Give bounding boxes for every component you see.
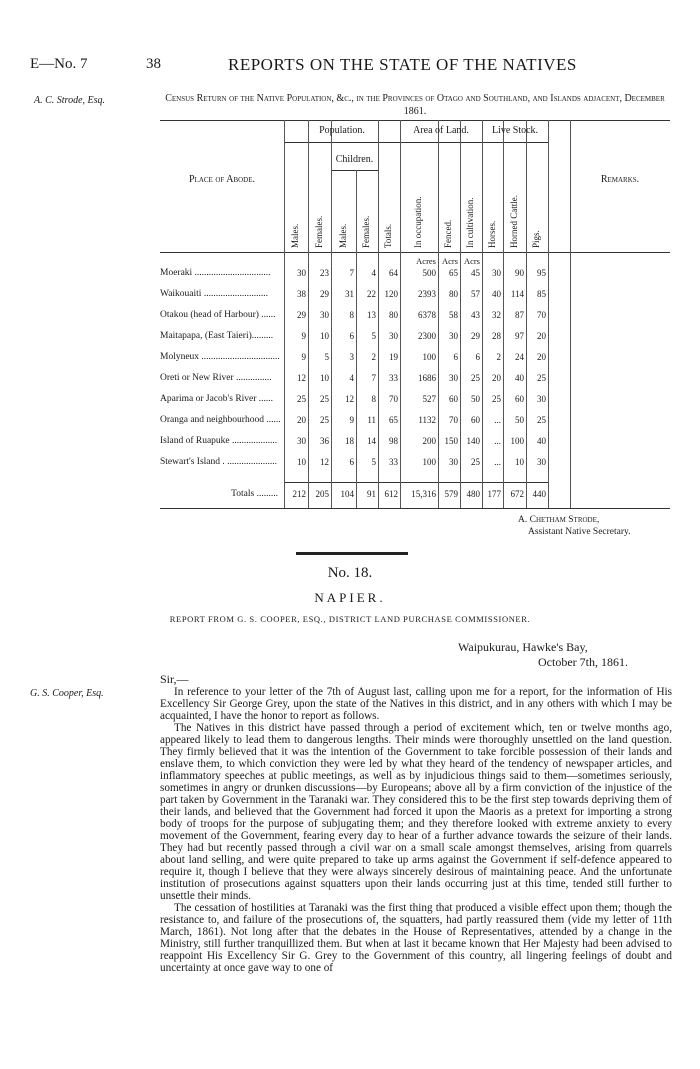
- table-cell: 25: [537, 373, 546, 383]
- table-cell: 38: [297, 289, 306, 299]
- table-cell: 2300: [418, 331, 436, 341]
- table-cell: 1132: [418, 415, 436, 425]
- totals-label: Totals .........: [231, 489, 278, 499]
- document-number: E—No. 7: [30, 56, 88, 72]
- group-area: Area of Land.: [413, 125, 469, 136]
- table-cell: 43: [471, 310, 480, 320]
- table-cell: 50: [515, 415, 524, 425]
- totals-cell: 91: [367, 489, 376, 499]
- place-name: Molyneux .................................: [160, 352, 280, 362]
- table-cell: 19: [389, 352, 398, 362]
- column-header: In occupation.: [413, 196, 423, 248]
- totals-cell: 480: [466, 489, 480, 499]
- table-cell: 20: [537, 331, 546, 341]
- signature-title: Assistant Native Secretary.: [528, 527, 631, 537]
- table-cell: 12: [320, 457, 329, 467]
- table-cell: 32: [492, 310, 501, 320]
- table-cell: 9: [301, 331, 306, 341]
- table-cell: ...: [494, 436, 501, 446]
- table-cell: 5: [371, 457, 376, 467]
- table-cell: 25: [297, 394, 306, 404]
- table-cell: 90: [515, 268, 524, 278]
- table-cell: 87: [515, 310, 524, 320]
- table-top-rule: [160, 120, 670, 121]
- table-cell: 30: [297, 268, 306, 278]
- table-cell: 12: [297, 373, 306, 383]
- table-cell: 10: [515, 457, 524, 467]
- table-cell: 95: [537, 268, 546, 278]
- report-number: No. 18.: [327, 565, 373, 581]
- table-cell: 60: [449, 394, 458, 404]
- table-cell: 40: [492, 289, 501, 299]
- column-header: Females.: [313, 215, 324, 248]
- table-cell: 25: [320, 394, 329, 404]
- totals-cell: 15,316: [411, 489, 436, 499]
- table-cell: 14: [367, 436, 376, 446]
- place-of-abode-header: Place of Abode.: [188, 174, 255, 185]
- table-cell: 25: [492, 394, 501, 404]
- table-cell: 65: [389, 415, 398, 425]
- table-cell: 70: [449, 415, 458, 425]
- group-children: Children.: [335, 154, 374, 165]
- unit-label: Acres: [416, 256, 436, 266]
- table-cell: 3: [349, 352, 354, 362]
- table-cell: 10: [320, 331, 329, 341]
- table-cell: 2: [496, 352, 501, 362]
- table-cell: 4: [349, 373, 354, 383]
- letter-body: [160, 686, 672, 974]
- column-header: Pigs.: [531, 230, 541, 248]
- table-cell: 30: [537, 394, 546, 404]
- place-name: Oranga and neighbourhood ......: [160, 415, 281, 425]
- table-cell: 7: [349, 268, 354, 278]
- place-name: Island of Ruapuke ...................: [160, 436, 278, 446]
- table-cell: 500: [422, 268, 436, 278]
- unit-label: Acrs: [463, 256, 480, 266]
- header-bottom-rule: [160, 252, 670, 253]
- table-cell: 25: [471, 373, 480, 383]
- table-cell: 2393: [418, 289, 436, 299]
- page-number: 38: [146, 56, 161, 72]
- place-name: Waikouaiti ...........................: [160, 289, 268, 299]
- table-cell: 18: [345, 436, 354, 446]
- remarks-header: Remarks.: [600, 174, 640, 185]
- column-rule: [548, 120, 549, 508]
- table-cell: 6: [453, 352, 458, 362]
- margin-note-cooper: G. S. Cooper, Esq.: [30, 688, 104, 699]
- table-cell: 40: [537, 436, 546, 446]
- census-table-title: Census Return of the Native Population, &c., in the Provinces of Otago and Southland, and Islands adjacent, December 1861.: [165, 93, 665, 117]
- place-name: Moeraki ................................: [160, 268, 271, 278]
- table-cell: 30: [449, 457, 458, 467]
- table-cell: 70: [537, 310, 546, 320]
- table-cell: 97: [515, 331, 524, 341]
- column-header: Males.: [337, 223, 348, 248]
- table-cell: 120: [384, 289, 398, 299]
- table-cell: 5: [371, 331, 376, 341]
- table-cell: 98: [389, 436, 398, 446]
- table-cell: ...: [494, 457, 501, 467]
- table-cell: 64: [389, 268, 398, 278]
- table-cell: 29: [320, 289, 329, 299]
- table-cell: 9: [301, 352, 306, 362]
- table-cell: 20: [537, 352, 546, 362]
- totals-cell: 579: [444, 489, 458, 499]
- group-livestock: Live Stock.: [491, 125, 539, 136]
- table-cell: ...: [494, 415, 501, 425]
- table-cell: 29: [471, 331, 480, 341]
- salutation: Sir,—: [160, 672, 189, 686]
- column-header: In cultivation.: [465, 197, 475, 248]
- totals-cell: 177: [487, 489, 501, 499]
- table-bottom-rule: [160, 508, 670, 509]
- table-cell: 30: [537, 457, 546, 467]
- table-cell: 30: [297, 436, 306, 446]
- table-cell: 25: [471, 457, 480, 467]
- census-table: [160, 120, 670, 500]
- table-cell: 29: [297, 310, 306, 320]
- table-cell: 100: [422, 352, 436, 362]
- place-name: Oreti or New River ...............: [160, 373, 272, 383]
- table-cell: 25: [320, 415, 329, 425]
- table-cell: 80: [389, 310, 398, 320]
- running-title: REPORTS ON THE STATE OF THE NATIVES: [228, 55, 577, 74]
- table-cell: 6: [349, 331, 354, 341]
- column-header: Totals.: [383, 223, 393, 248]
- table-cell: 30: [492, 268, 501, 278]
- table-cell: 58: [449, 310, 458, 320]
- paragraph: In reference to your letter of the 7th of August last, calling upon me for a report, for the information of His Excellency Sir George Grey, upon the state of the Natives in this district, and in any others with which I may be acquainted, I have the honor to report as follows.: [160, 686, 672, 722]
- margin-note-strode: A. C. Strode, Esq.: [34, 95, 106, 106]
- totals-cell: 612: [384, 489, 398, 499]
- table-cell: 10: [320, 373, 329, 383]
- letter-location: Waipukurau, Hawke's Bay,: [458, 640, 588, 654]
- letter-date: October 7th, 1861.: [538, 655, 628, 669]
- table-cell: 50: [471, 394, 480, 404]
- table-cell: 6: [475, 352, 480, 362]
- table-cell: 45: [471, 268, 480, 278]
- table-cell: 85: [537, 289, 546, 299]
- table-cell: 30: [389, 331, 398, 341]
- table-cell: 140: [466, 436, 480, 446]
- table-cell: 60: [515, 394, 524, 404]
- report-title: REPORT FROM G. S. COOPER, ESQ., DISTRICT LAND PURCHASE COMMISSIONER.: [169, 614, 531, 624]
- table-cell: 8: [371, 394, 376, 404]
- report-place-heading: NAPIER.: [314, 590, 386, 605]
- column-header: Horned Cattle.: [508, 195, 519, 248]
- totals-cell: 212: [292, 489, 306, 499]
- table-cell: 100: [510, 436, 524, 446]
- table-cell: 150: [444, 436, 458, 446]
- table-cell: 2: [371, 352, 376, 362]
- table-cell: 70: [389, 394, 398, 404]
- table-cell: 200: [422, 436, 436, 446]
- table-cell: 30: [449, 373, 458, 383]
- table-cell: 65: [449, 268, 458, 278]
- totals-top-rule: [284, 482, 548, 483]
- table-cell: 100: [422, 457, 436, 467]
- place-name: Aparima or Jacob's River ......: [160, 394, 274, 404]
- table-cell: 20: [492, 373, 501, 383]
- signature-name: A. Chetham Strode,: [518, 515, 600, 525]
- paragraph: The Natives in this district have passed through a period of excitement which, ten or twelve months ago, appeared likely to lead them to dangerous lengths. Their minds were thoroughly unsettled on the land question. They firmly believed that it was the intention of the Government to take forcible possession of their lands and enslave them, to which conviction they were led by what they heard of the tendency of newspaper articles, and inflammatory speeches at public meetings, as well as by injudicious things said to them—sometimes seriously, sometimes in angry or drunken discussions—by Europeans; above all by a firm conviction of the injustice of the part taken by Government in the Taranaki war. They considered this to be the first step towards depriving them of their lands, and believed that the Government had forced it upon the Maoris as a pretext for importing a strong body of troops for the purpose of subjugating them; and they therefore looked with extreme anxiety to every movement of the Government, fearing every day to hear of a further advance towards the seizure of their lands. They had but recently passed through a civil war on a small scale amongst themselves, arising from quarrels about land selling, and were quite prepared to take up arms against the Government if self-defence appeared to require it, though I believe that they were always sincerely desirous of maintaining peace. And the unfortunate institution of prosecutions against squatters upon their lands occurring just at this time, tended still further to unsettle their minds.: [160, 722, 672, 902]
- table-cell: 10: [297, 457, 306, 467]
- unit-label: Acrs: [441, 256, 458, 266]
- table-cell: 22: [367, 289, 376, 299]
- column-header: Females.: [361, 215, 371, 248]
- table-cell: 57: [471, 289, 480, 299]
- totals-cell: 440: [532, 489, 546, 499]
- place-name: Otakou (head of Harbour) ......: [160, 310, 276, 320]
- table-cell: 6: [349, 457, 354, 467]
- table-cell: 30: [320, 310, 329, 320]
- table-cell: 114: [510, 289, 524, 299]
- table-cell: 30: [449, 331, 458, 341]
- section-divider: [296, 552, 408, 555]
- column-header: Horses.: [486, 220, 497, 248]
- table-cell: 9: [349, 415, 354, 425]
- table-cell: 23: [320, 268, 329, 278]
- children-header-rule: [331, 170, 378, 171]
- table-cell: 11: [367, 415, 376, 425]
- table-cell: 20: [297, 415, 306, 425]
- paragraph: The cessation of hostilities at Taranaki was the first thing that produced a visible effect upon them; though the resistance to, and failure of the prosecutions of, the squatters, had partly reassured them (vide my letter of 11th March, 1861). Not long after that the debates in the House of Representatives, attended by a change in the Ministry, still further tranquillized them. But when at last it became known that Her Majesty had been advised to reappoint His Excellency Sir G. Grey to the Government of this country, all lingering feelings of doubt and uncertainty at once gave way to one of: [160, 902, 672, 974]
- table-cell: 25: [537, 415, 546, 425]
- table-cell: 33: [389, 373, 398, 383]
- table-cell: 36: [320, 436, 329, 446]
- table-cell: 40: [515, 373, 524, 383]
- table-cell: 24: [515, 352, 524, 362]
- place-name: Maitapapa, (East Taieri).........: [160, 331, 274, 341]
- table-cell: 4: [371, 268, 376, 278]
- table-cell: 1686: [418, 373, 436, 383]
- table-cell: 13: [367, 310, 376, 320]
- place-name: Stewart's Island . .....................: [160, 457, 278, 467]
- table-cell: 7: [371, 373, 376, 383]
- table-cell: 31: [345, 289, 354, 299]
- table-cell: 6378: [418, 310, 436, 320]
- group-header-rule: [284, 142, 548, 143]
- table-cell: 33: [389, 457, 398, 467]
- table-cell: 5: [324, 352, 329, 362]
- group-population: Population.: [319, 125, 365, 136]
- table-cell: 80: [449, 289, 458, 299]
- totals-cell: 205: [315, 489, 329, 499]
- totals-cell: 672: [510, 489, 524, 499]
- table-cell: 527: [422, 394, 436, 404]
- column-header: Males.: [290, 223, 300, 248]
- table-cell: 60: [471, 415, 480, 425]
- totals-cell: 104: [340, 489, 354, 499]
- table-cell: 12: [345, 394, 354, 404]
- table-cell: 28: [492, 331, 501, 341]
- column-header: Fenced.: [443, 219, 453, 248]
- table-cell: 8: [349, 310, 354, 320]
